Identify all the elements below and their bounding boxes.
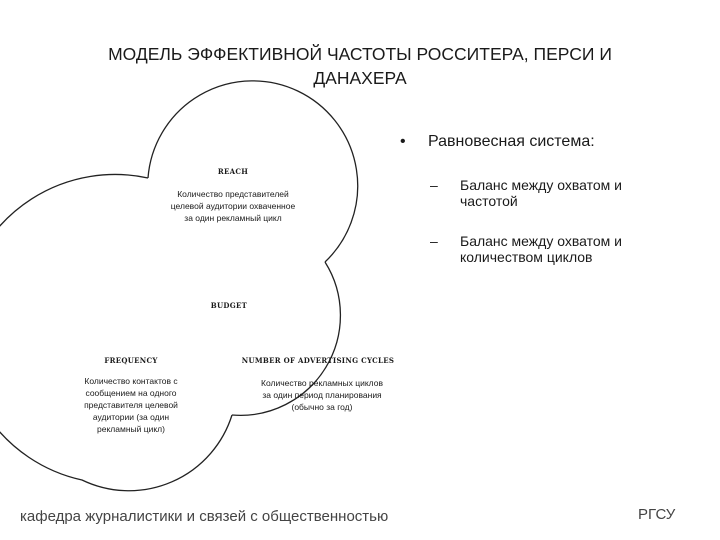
slide-title-line-2: ДАНАХЕРА	[313, 68, 407, 88]
bullet-text: Равновесная система:	[428, 133, 595, 150]
dash-marker: –	[430, 233, 438, 249]
slide-title-line-1: МОДЕЛЬ ЭФФЕКТИВНОЙ ЧАСТОТЫ РОССИТЕРА, ПЕРСИ И	[108, 44, 612, 64]
bullet-marker: •	[400, 133, 406, 150]
subpoint-text: Баланс между охватом и частотой	[460, 177, 622, 209]
subpoint-text: Баланс между охватом и количеством циклов	[460, 233, 622, 265]
reach-text-line: Количество представителей	[177, 189, 289, 199]
cycles-text-line: (обычно за год)	[291, 402, 353, 412]
cycles-heading: NUMBER OF ADVERTISING CYCLES	[241, 356, 395, 365]
footer-university: РГСУ	[638, 506, 676, 523]
frequency-text-line: представителя целевой	[84, 400, 178, 410]
cycles-text-line: Количество рекламных циклов	[261, 378, 383, 388]
dash-marker: –	[430, 177, 438, 193]
reach-text-line: за один рекламный цикл	[184, 213, 282, 223]
venn-labels	[84, 167, 394, 434]
reach-lobe-outline	[148, 81, 358, 262]
venn-outline	[0, 81, 358, 491]
reach-text-line: целевой аудитории охваченное	[170, 201, 296, 211]
budget-label: BUDGET	[210, 301, 248, 310]
frequency-text-line: сообщением на одного	[85, 388, 177, 398]
frequency-text-line: аудитории (за один	[92, 412, 170, 422]
frequency-heading: FREQUENCY	[104, 356, 158, 365]
frequency-text-line: рекламный цикл)	[97, 424, 165, 434]
cycles-text-line: за один период планирования	[262, 390, 382, 400]
frequency-text-line: Количество контактов с	[84, 376, 178, 386]
reach-heading: REACH	[217, 167, 249, 176]
footer-department: кафедра журналистики и связей с общественностью	[20, 508, 389, 525]
